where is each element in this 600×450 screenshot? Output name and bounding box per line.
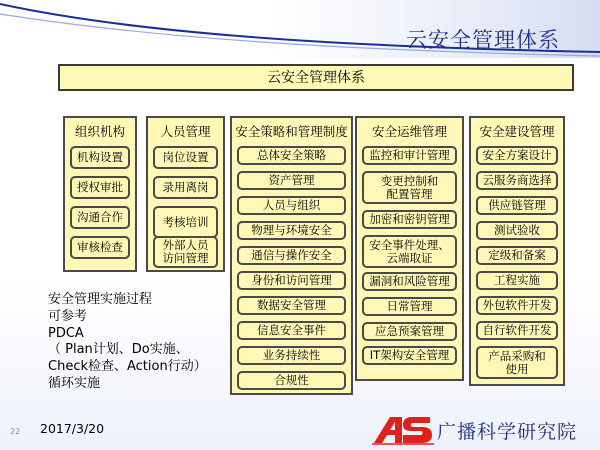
item-box: 合规性 (237, 371, 346, 390)
column-heading: 组织机构 (74, 124, 125, 139)
note-text (48, 292, 207, 393)
note-line: （ Plan计划、Do实施、 (48, 342, 189, 358)
note-line: PDCA (48, 325, 84, 341)
item-box: 数据安全管理 (237, 296, 346, 315)
item-box: 安全方案设计 (476, 146, 558, 165)
item-box: 自行软件开发 (476, 321, 558, 340)
column-heading: 安全策略和管理制度 (235, 124, 348, 139)
item-box: 外包软件开发 (476, 296, 558, 315)
page-number: 22 (10, 427, 21, 436)
note-line: Check检查、Action行动） (48, 359, 207, 375)
item-box: 监控和审计管理 (362, 146, 457, 165)
item-box: 人员与组织 (237, 196, 346, 215)
note-line: 安全管理实施过程 (48, 292, 153, 307)
item-box: 物理与环境安全 (237, 221, 346, 240)
item-box: 外部人员 访问管理 (153, 236, 218, 268)
item-box: 审核检查 (70, 236, 130, 259)
item-box: 工程实施 (476, 271, 558, 290)
root-node: 云安全管理体系 (58, 64, 574, 91)
item-box: 录用离岗 (153, 176, 218, 199)
column-heading: 安全建设管理 (479, 124, 555, 139)
item-box: 授权审批 (70, 176, 130, 199)
item-box: 变更控制和 配置管理 (362, 171, 457, 204)
item-box: 资产管理 (237, 171, 346, 190)
item-box: 沟通合作 (70, 206, 130, 229)
footer-date: 2017/3/20 (40, 421, 105, 436)
item-box: 日常管理 (362, 297, 457, 316)
item-box: 身份和访问管理 (237, 271, 346, 290)
item-box: 产品采购和 使用 (476, 346, 558, 379)
item-box: 供应链管理 (476, 196, 558, 215)
note-line: 可参考 (48, 308, 88, 324)
item-box: 应急预案管理 (362, 322, 457, 341)
item-box: 信息安全事件 (237, 321, 346, 340)
note-line: 循环实施 (48, 375, 101, 391)
item-box: 机构设置 (70, 146, 130, 169)
item-box: 安全事件处理、 云端取证 (362, 235, 457, 268)
column-heading: 人员管理 (160, 124, 211, 139)
item-box: 考核培训 (153, 206, 218, 238)
as-logo-icon (372, 413, 434, 445)
item-box: 通信与操作安全 (237, 246, 346, 265)
item-box: 业务持续性 (237, 346, 346, 365)
slide-title: 云安全管理体系 (406, 28, 560, 52)
column-heading: 安全运维管理 (371, 124, 447, 139)
item-box: 总体安全策略 (237, 146, 346, 165)
item-box: IT架构安全管理 (362, 346, 457, 365)
item-box: 测试验收 (476, 221, 558, 240)
item-box: 定级和备案 (476, 246, 558, 265)
item-box: 加密和密钥管理 (362, 210, 457, 229)
item-box: 云服务商选择 (476, 171, 558, 190)
organization-name: 广播科学研究院 (437, 421, 578, 443)
item-box: 漏洞和风险管理 (362, 272, 457, 291)
item-box: 岗位设置 (153, 146, 218, 169)
